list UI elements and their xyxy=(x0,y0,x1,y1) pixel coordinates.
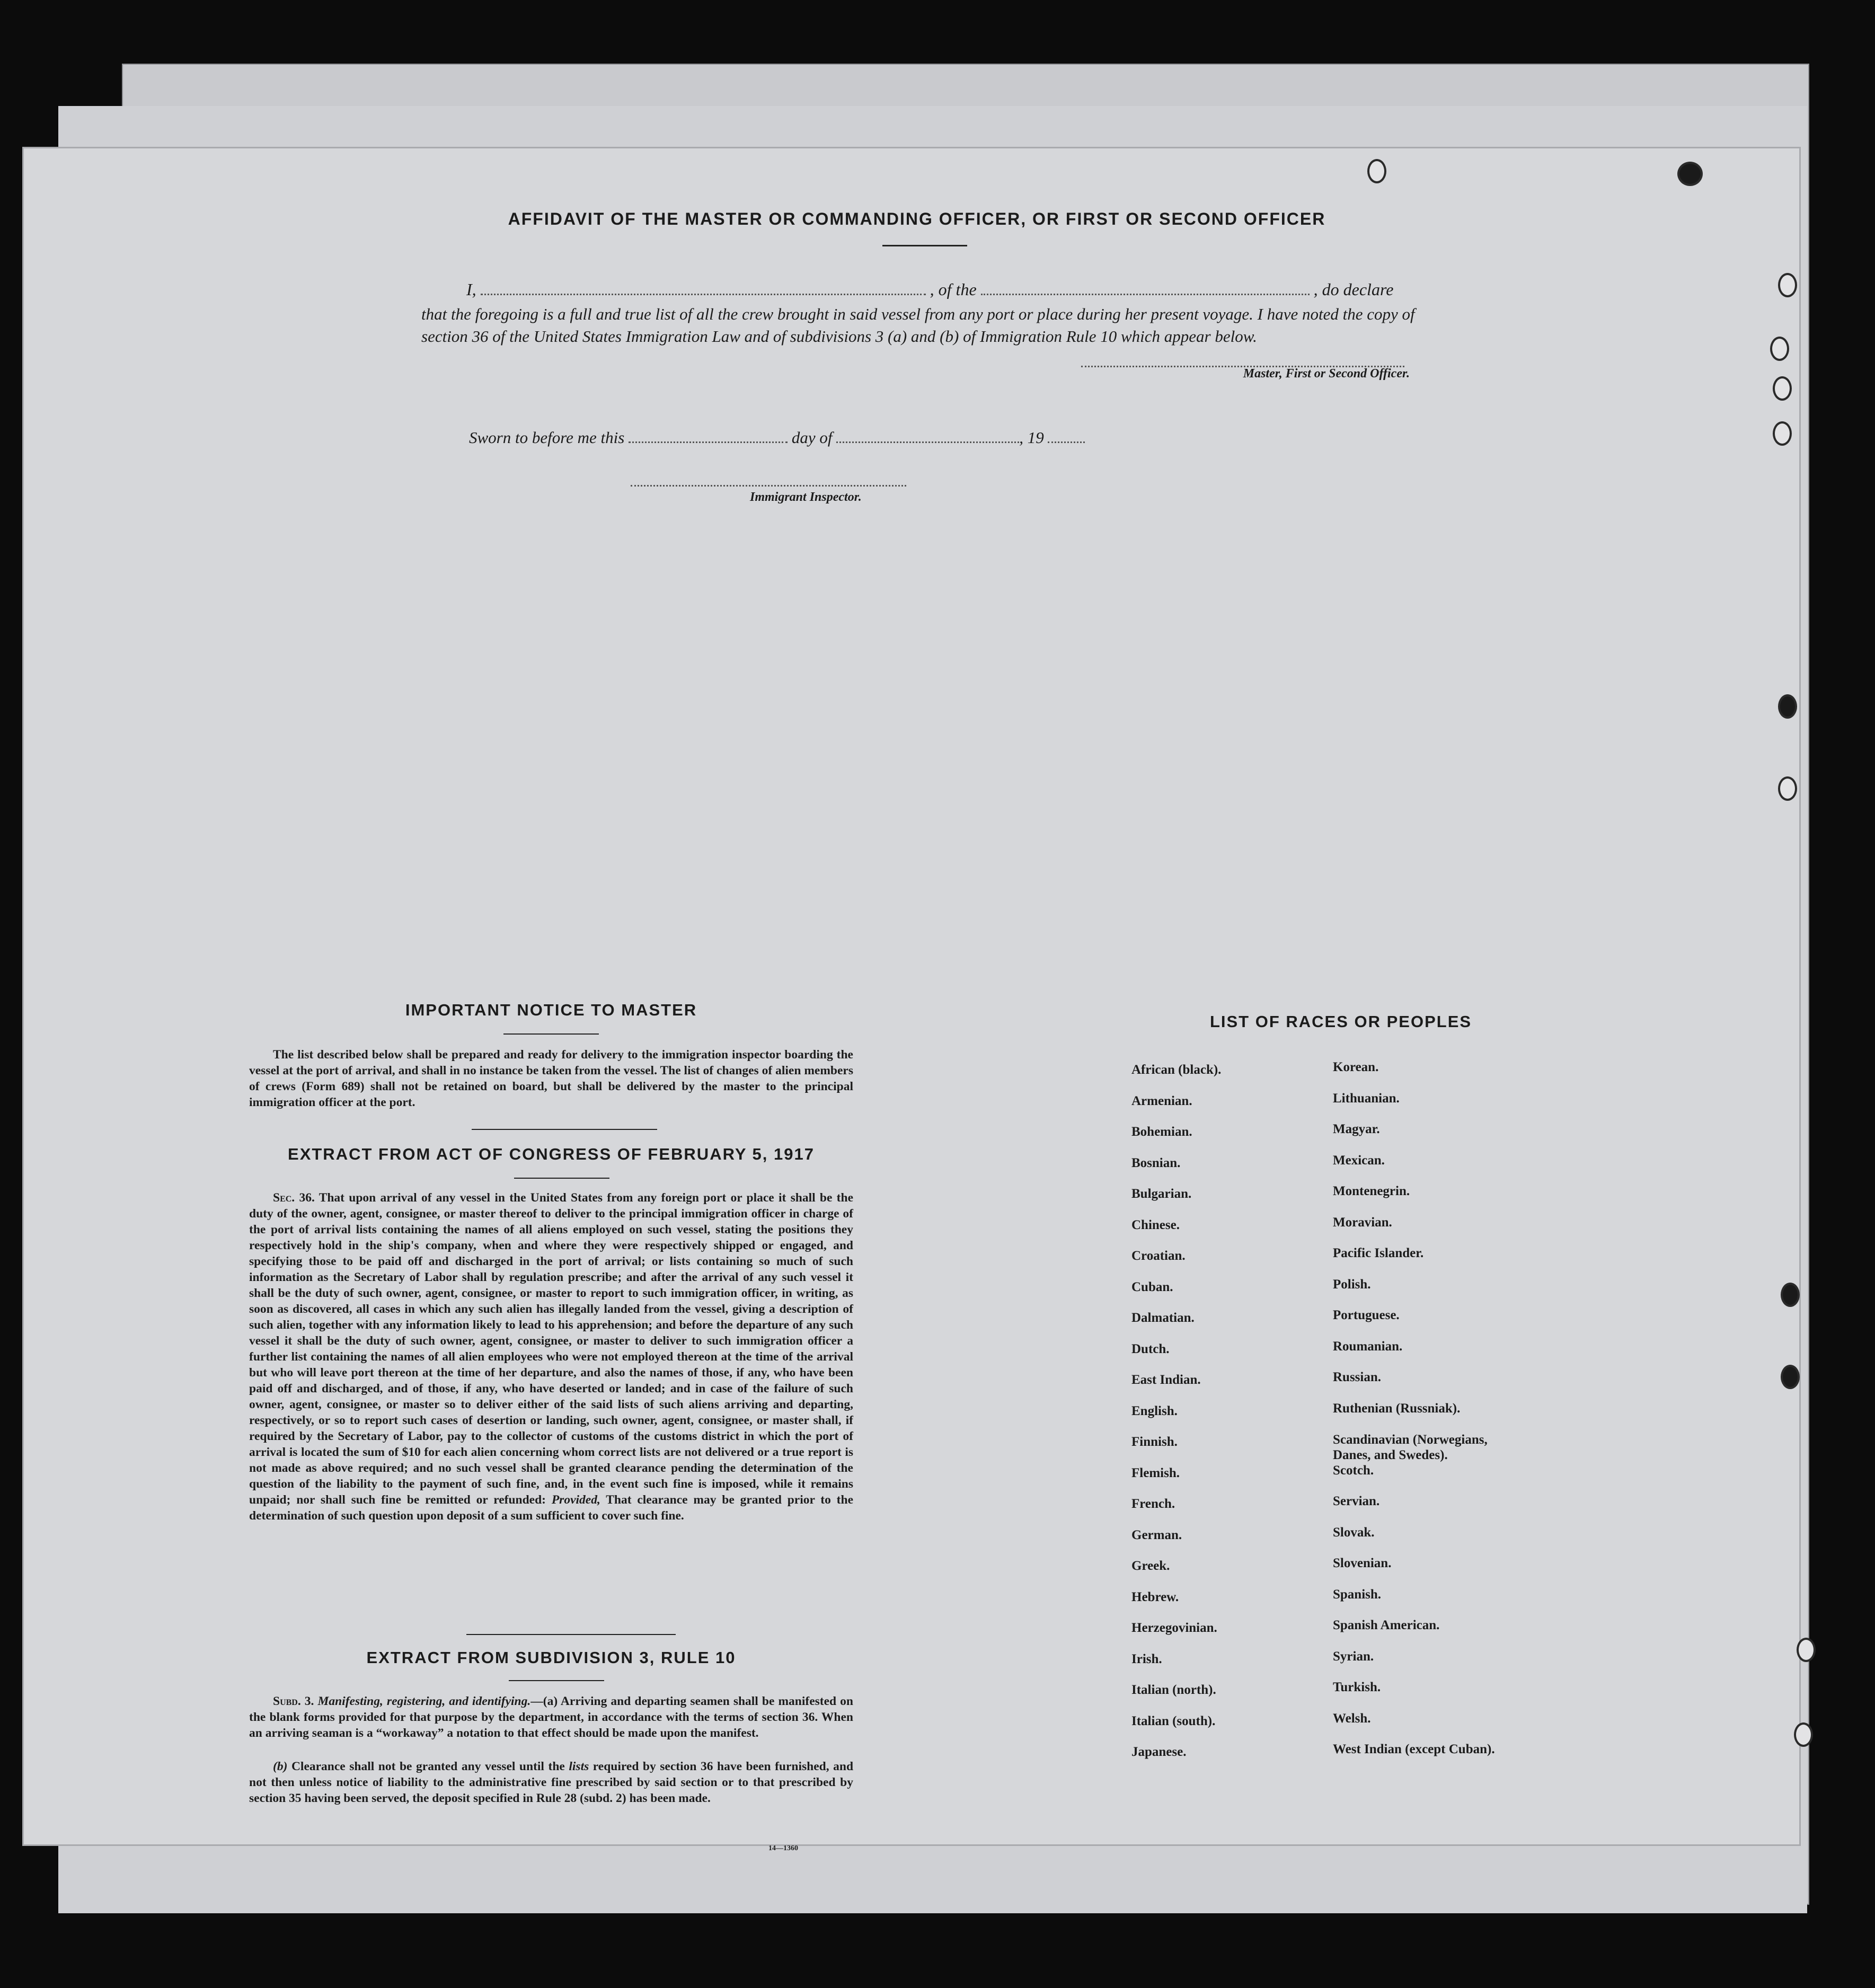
punch-hole-icon xyxy=(1797,1638,1816,1662)
section-label: Sec. 36. xyxy=(273,1191,315,1205)
race-item: Italian (north). xyxy=(1131,1683,1216,1697)
divider xyxy=(503,1033,599,1035)
race-item: Greek. xyxy=(1131,1559,1170,1573)
race-item: Korean. xyxy=(1333,1060,1379,1074)
para-b-label: (b) xyxy=(273,1760,288,1773)
race-item: Mexican. xyxy=(1333,1153,1385,1168)
punch-hole-icon xyxy=(1781,1365,1800,1389)
notice-text xyxy=(249,1047,853,1110)
inspector-signature-field[interactable] xyxy=(631,485,906,487)
section-text: That upon arrival of any vessel in the United States from any foreign port or place it shall be the duty of the owner, agent, consignee, or master thereof to deliver to the principal immigration officer in charge of the port of arrival lists containing the names of all aliens employed on such vessel, stating the positions they respectively hold in the ship's company, when and where they were respectively shipped or engaged, and specifying those to be paid off and discharged in the port of arrival; or lists containing so much of such information as the Secretary of Labor shall by regulation prescribe; and after the arrival of any such vessel it shall be the duty of such owner, agent, consignee, or master to report to such immigration officer, in writing, as soon as discovered, all cases in which any such alien has illegally landed from the vessel, giving a description of such alien, together with any information likely to lead to his apprehension; and before the departure of any such vessel it shall be the duty of such owner, agent, consignee, or master to deliver to such immigration officer a further list containing the names of all alien employees who were not employed thereon at the time of the arrival but who will leave port thereon at the time of her departure, and also the names of those, if any, who have been paid off and discharged, and of those, if any, who have deserted or landed; and in case of the failure of such owner, agent, consignee, or master so to deliver either of the said lists of such aliens arriving and departing, respectively, or so to report such cases of desertion or landing, such owner, agent, consignee, or master shall, if required by the Secretary of Labor, pay to the collector of customs of the customs district in which the port of arrival is located the sum of $10 for each alien concerning whom correct lists are not delivered or a true report is not made as above required; and no such vessel shall be granted clearance pending the determination of the question of the liability to the payment of such fine, and, in the event such fine is imposed, while it remains unpaid; nor shall such fine be remitted or refunded: xyxy=(249,1191,854,1507)
subd-label: Subd. 3. xyxy=(273,1694,314,1708)
races-column-1 xyxy=(1131,1063,1221,1776)
sworn-month-field[interactable] xyxy=(836,441,1019,443)
races-column-2 xyxy=(1333,1060,1524,1773)
sworn-line xyxy=(469,428,1105,447)
para-b-text-2: required by section 36 have been furnished, and not then unless notice of liability to the administrative fine prescribed by said section or to that prescribed by section 35 having been served, the deposit specified in Rule 28 (subd. 2) has been made. xyxy=(249,1760,854,1805)
form-number: 14—1360 xyxy=(768,1844,798,1852)
sworn-day-field[interactable] xyxy=(629,441,788,443)
punch-hole-icon xyxy=(1778,694,1797,719)
affidavit-declaration-line xyxy=(466,280,1420,306)
race-item: Servian. xyxy=(1333,1494,1380,1508)
rule-extract-para-a xyxy=(249,1693,853,1741)
affidavit-i: I, xyxy=(466,280,476,299)
race-item: Japanese. xyxy=(1131,1745,1187,1759)
affidavit-body: that the foregoing is a full and true list of all the crew brought in said vessel from any port or place during her present voyage. I have noted the copy of section 36 of the United States Immigration Law and of subdivisions 3 (a) and (b) of Immigration Rule 10 which appear below. xyxy=(421,305,1415,346)
para-b-lists: lists xyxy=(569,1760,589,1773)
race-item: Armenian. xyxy=(1131,1093,1192,1108)
affidavit-declare: , do declare xyxy=(1313,280,1394,299)
punch-hole-icon xyxy=(1778,273,1797,297)
race-item: Dutch. xyxy=(1131,1341,1170,1356)
sworn-year: , 19 xyxy=(1019,428,1044,447)
race-item: French. xyxy=(1131,1497,1175,1511)
race-item: Montenegrin. xyxy=(1333,1184,1410,1198)
race-item: Scotch. xyxy=(1333,1463,1374,1478)
race-item: Herzegovinian. xyxy=(1131,1621,1217,1635)
race-item: Slovak. xyxy=(1333,1525,1375,1540)
race-item: Pacific Islander. xyxy=(1333,1246,1424,1260)
inspector-caption: Immigrant Inspector. xyxy=(750,490,862,504)
para-a-text: Arriving and departing seamen shall be manifested on the blank forms provided for that purpose by the department, in accordance with the terms of section 36. When an arriving seaman is a “workaway” a notation to that effect should be made upon the manifest. xyxy=(249,1694,853,1740)
race-item: Portuguese. xyxy=(1333,1308,1400,1322)
race-item: German. xyxy=(1131,1527,1182,1542)
notice-text-body: The list described below shall be prepared and ready for delivery to the immigration inspector boarding the vessel at the port of arrival, and shall in no instance be taken from the vessel. The list of changes of alien members of crews (Form 689) shall not be retained on board, but shall be delivered by the master to the principal immigration officer at the port. xyxy=(249,1048,853,1109)
race-item: Spanish American. xyxy=(1333,1618,1440,1632)
races-title: LIST OF RACES OR PEOPLES xyxy=(1209,1012,1472,1031)
race-item: Russian. xyxy=(1333,1370,1382,1384)
notice-title: IMPORTANT NOTICE TO MASTER xyxy=(405,1001,697,1019)
divider xyxy=(882,245,967,246)
race-item: English. xyxy=(1131,1403,1178,1418)
race-item: Finnish. xyxy=(1131,1435,1178,1449)
race-item: Welsh. xyxy=(1333,1711,1371,1726)
punch-hole-icon xyxy=(1781,1283,1800,1307)
sworn-day-of: day of xyxy=(791,428,833,447)
race-item: Lithuanian. xyxy=(1333,1091,1400,1106)
punch-hole-icon xyxy=(1773,421,1792,446)
para-b-text-1: Clearance shall not be granted any vessel until the xyxy=(291,1760,565,1773)
divider xyxy=(466,1634,676,1635)
punch-hole-icon xyxy=(1677,162,1703,186)
rule-extract-title: EXTRACT FROM SUBDIVISION 3, RULE 10 xyxy=(366,1648,736,1667)
race-item: Scandinavian (Norwegians, Danes, and Swedes). xyxy=(1333,1433,1488,1462)
race-item: Croatian. xyxy=(1131,1249,1186,1263)
race-item: Syrian. xyxy=(1333,1649,1374,1664)
punch-hole-icon xyxy=(1770,337,1789,361)
race-item: Dalmatian. xyxy=(1131,1311,1195,1325)
subd-heading: Manifesting, registering, and identifying. xyxy=(317,1694,531,1708)
sworn-prefix: Sworn to before me this xyxy=(469,428,625,447)
race-item: African (black). xyxy=(1131,1063,1222,1077)
proviso-label: Provided, xyxy=(551,1493,600,1507)
race-item: Spanish. xyxy=(1333,1587,1382,1602)
sworn-year-field[interactable] xyxy=(1048,441,1085,443)
act-extract-title: EXTRACT FROM ACT OF CONGRESS OF FEBRUARY 5, 1917 xyxy=(288,1145,815,1163)
race-item: Bohemian. xyxy=(1131,1125,1192,1139)
race-item: West Indian (except Cuban). xyxy=(1333,1742,1495,1756)
race-item: Magyar. xyxy=(1333,1122,1380,1136)
race-item: Hebrew. xyxy=(1131,1589,1179,1604)
divider xyxy=(514,1178,609,1179)
race-item: Moravian. xyxy=(1333,1215,1392,1230)
race-item: Irish. xyxy=(1131,1651,1162,1666)
divider xyxy=(509,1680,604,1681)
race-item: Italian (south). xyxy=(1131,1713,1216,1728)
punch-hole-icon xyxy=(1773,376,1792,401)
race-item: Chinese. xyxy=(1131,1217,1180,1232)
race-item: East Indian. xyxy=(1131,1373,1201,1387)
race-item: Ruthenian (Russniak). xyxy=(1333,1401,1461,1416)
punch-hole-icon xyxy=(1794,1722,1813,1747)
race-item: Roumanian. xyxy=(1333,1339,1403,1354)
form-page xyxy=(24,148,1799,1844)
punch-hole-icon xyxy=(1778,776,1797,801)
proviso-text: That clearance may be granted prior to the determination of such question upon deposit of a sum sufficient to cover such fine. xyxy=(249,1493,854,1523)
signature-caption: Master, First or Second Officer. xyxy=(1243,367,1410,381)
rule-extract-para-b xyxy=(249,1759,853,1806)
affidavit-title: AFFIDAVIT OF THE MASTER OR COMMANDING OFFICER, OR FIRST OR SECOND OFFICER xyxy=(508,209,1326,228)
divider xyxy=(472,1129,657,1130)
affidavit-of-the: , of the xyxy=(930,280,977,299)
race-item: Slovenian. xyxy=(1333,1556,1392,1570)
race-item: Flemish. xyxy=(1131,1465,1180,1480)
vessel-field[interactable] xyxy=(981,294,1310,295)
race-item: Bosnian. xyxy=(1131,1155,1181,1170)
name-field[interactable] xyxy=(481,294,926,295)
para-a-label: —(a) xyxy=(530,1694,558,1708)
punch-hole-icon xyxy=(1367,159,1386,183)
race-item: Cuban. xyxy=(1131,1279,1173,1294)
race-item: Bulgarian. xyxy=(1131,1187,1192,1201)
act-extract-text xyxy=(249,1190,853,1524)
race-item: Polish. xyxy=(1333,1277,1371,1292)
race-item: Turkish. xyxy=(1333,1680,1381,1694)
